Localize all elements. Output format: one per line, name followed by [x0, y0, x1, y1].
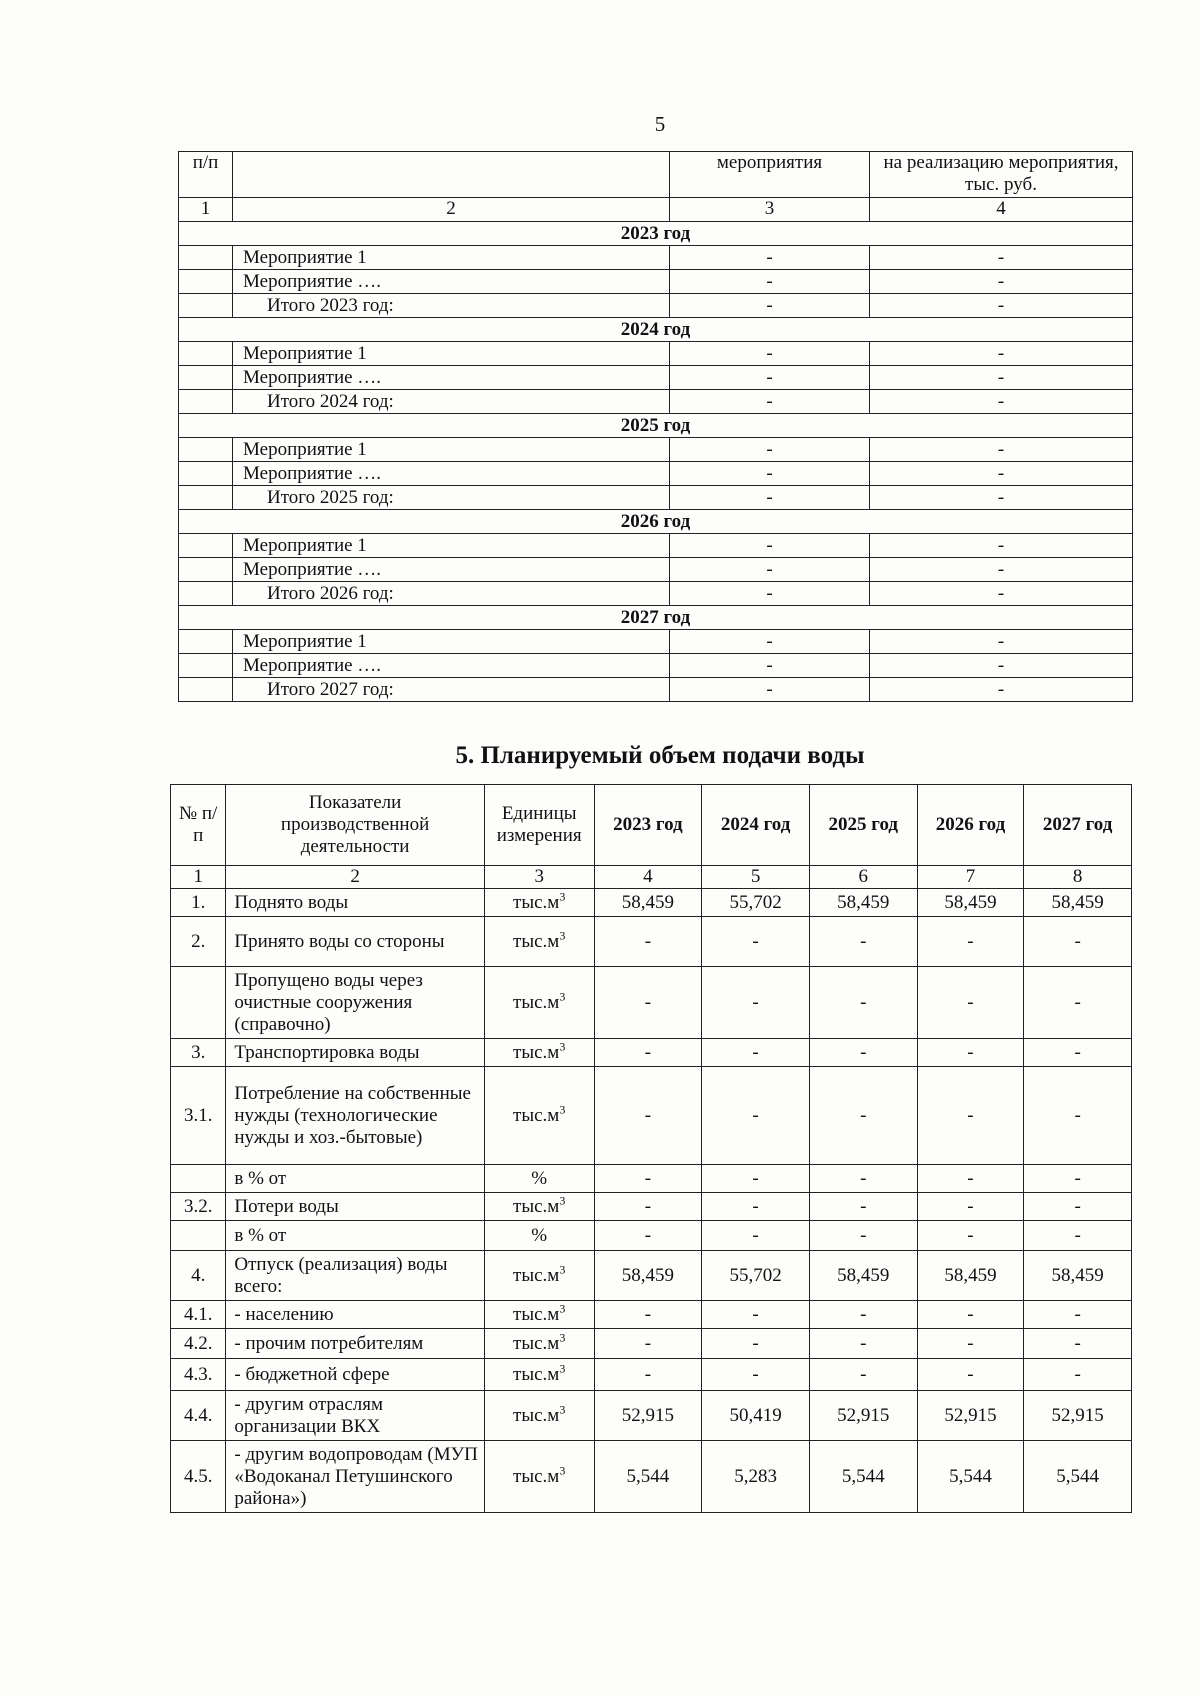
value-cell: -	[670, 486, 870, 510]
value-cell: -	[870, 270, 1133, 294]
value-cell: -	[1024, 967, 1132, 1039]
value-cell: 52,915	[809, 1391, 917, 1441]
measure-name: Мероприятие 1	[233, 630, 670, 654]
value-cell: -	[1024, 917, 1132, 967]
table-row	[179, 558, 1133, 582]
value-cell: -	[670, 630, 870, 654]
value-cell: -	[809, 1165, 917, 1193]
header-cell: № п/п	[171, 785, 226, 866]
measure-name: Мероприятие ….	[233, 558, 670, 582]
table-row	[171, 967, 1132, 1039]
value-cell: 58,459	[917, 1251, 1024, 1301]
value-cell: -	[670, 462, 870, 486]
table-row	[171, 1251, 1132, 1301]
header-cell: 2023 год	[594, 785, 702, 866]
indicator-name: Транспортировка воды	[226, 1039, 484, 1067]
column-number-cell: 7	[917, 866, 1024, 889]
value-cell: -	[702, 1165, 810, 1193]
measure-name: Мероприятие 1	[233, 342, 670, 366]
row-number: 3.	[171, 1039, 226, 1067]
unit-cell	[484, 1329, 594, 1359]
unit-exponent: 3	[559, 1039, 566, 1054]
value-cell: -	[594, 1221, 702, 1251]
index-cell	[179, 294, 233, 318]
row-number: 2.	[171, 917, 226, 967]
value-cell: -	[670, 654, 870, 678]
row-number	[171, 1221, 226, 1251]
value-cell: 58,459	[917, 889, 1024, 917]
value-cell: -	[870, 630, 1133, 654]
unit-cell	[484, 917, 594, 967]
total-label: Итого 2025 год:	[233, 486, 670, 510]
unit-cell	[484, 1165, 594, 1193]
table-row	[171, 1329, 1132, 1359]
table-row	[171, 889, 1132, 917]
year-row	[179, 510, 1133, 534]
header-cell: Показатели производственной деятельности	[226, 785, 484, 866]
value-cell: 58,459	[1024, 889, 1132, 917]
row-number: 4.2.	[171, 1329, 226, 1359]
index-cell	[179, 630, 233, 654]
indicator-name: - другим водопроводам (МУП «Водоканал Петушинского района»)	[226, 1441, 484, 1513]
indicator-name: - другим отраслям организации ВКХ	[226, 1391, 484, 1441]
total-label: Итого 2024 год:	[233, 390, 670, 414]
value-cell: -	[870, 678, 1133, 702]
page-number: 5	[654, 112, 666, 136]
indicator-name: в % от	[226, 1221, 484, 1251]
value-cell: -	[670, 534, 870, 558]
value-cell: -	[870, 366, 1133, 390]
value-cell: -	[1024, 1193, 1132, 1221]
value-cell: -	[917, 1329, 1024, 1359]
row-number	[171, 1165, 226, 1193]
index-cell	[179, 558, 233, 582]
value-cell: -	[594, 1329, 702, 1359]
year-row	[179, 318, 1133, 342]
value-cell: -	[870, 294, 1133, 318]
value-cell: -	[702, 1193, 810, 1221]
table-row	[171, 1221, 1132, 1251]
value-cell: -	[594, 1193, 702, 1221]
header-cell: п/п	[179, 152, 233, 198]
unit-text: тыс.м	[513, 1404, 560, 1426]
table-row	[171, 1441, 1132, 1513]
value-cell: -	[870, 342, 1133, 366]
value-cell: 58,459	[1024, 1251, 1132, 1301]
unit-cell	[484, 1251, 594, 1301]
water-supply-table	[170, 784, 1132, 1513]
column-number-cell: 1	[171, 866, 226, 889]
value-cell: 5,544	[1024, 1441, 1132, 1513]
indicator-name: Поднято воды	[226, 889, 484, 917]
unit-text: тыс.м	[513, 1332, 560, 1354]
total-label: Итого 2027 год:	[233, 678, 670, 702]
column-number-cell: 2	[233, 198, 670, 222]
table-row	[171, 1391, 1132, 1441]
unit-cell	[484, 1441, 594, 1513]
row-number: 4.1.	[171, 1301, 226, 1329]
index-cell	[179, 486, 233, 510]
table-row	[179, 534, 1133, 558]
year-label: 2027 год	[179, 606, 1133, 630]
indicator-name: Пропущено воды через очистные сооружения (справочно)	[226, 967, 484, 1039]
unit-cell	[484, 889, 594, 917]
value-cell: -	[917, 1039, 1024, 1067]
year-row	[179, 606, 1133, 630]
table-row	[179, 246, 1133, 270]
header-cell: Единицы измерения	[484, 785, 594, 866]
column-number-cell: 1	[179, 198, 233, 222]
value-cell: -	[670, 678, 870, 702]
indicator-name: - прочим потребителям	[226, 1329, 484, 1359]
value-cell: 5,283	[702, 1441, 810, 1513]
column-number-cell: 4	[870, 198, 1133, 222]
header-cell: на реализацию мероприятия, тыс. руб.	[870, 152, 1133, 198]
value-cell: -	[702, 1067, 810, 1165]
value-cell: 5,544	[594, 1441, 702, 1513]
unit-exponent: 3	[559, 1463, 566, 1478]
value-cell: 58,459	[594, 1251, 702, 1301]
index-cell	[179, 342, 233, 366]
table-row	[179, 270, 1133, 294]
year-label: 2025 год	[179, 414, 1133, 438]
column-number-cell: 3	[670, 198, 870, 222]
unit-cell	[484, 1391, 594, 1441]
value-cell: -	[1024, 1359, 1132, 1391]
index-cell	[179, 534, 233, 558]
value-cell: -	[702, 917, 810, 967]
measure-name: Мероприятие ….	[233, 366, 670, 390]
unit-text: тыс.м	[513, 1303, 560, 1325]
value-cell: -	[670, 342, 870, 366]
indicator-name: Потери воды	[226, 1193, 484, 1221]
index-cell	[179, 246, 233, 270]
index-cell	[179, 654, 233, 678]
total-row	[179, 294, 1133, 318]
table-row	[179, 462, 1133, 486]
value-cell: -	[702, 967, 810, 1039]
value-cell: -	[1024, 1039, 1132, 1067]
value-cell: -	[594, 1067, 702, 1165]
table-row	[171, 1039, 1132, 1067]
column-number-row	[179, 198, 1133, 222]
index-cell	[179, 582, 233, 606]
row-number: 4.4.	[171, 1391, 226, 1441]
unit-exponent: 3	[559, 1262, 566, 1277]
index-cell	[179, 270, 233, 294]
unit-text: тыс.м	[513, 1465, 560, 1487]
value-cell: -	[702, 1329, 810, 1359]
unit-exponent: 3	[559, 889, 566, 904]
table-row	[171, 1193, 1132, 1221]
table-row	[171, 917, 1132, 967]
row-number: 4.5.	[171, 1441, 226, 1513]
value-cell: 55,702	[702, 1251, 810, 1301]
header-cell: 2024 год	[702, 785, 810, 866]
value-cell: -	[670, 558, 870, 582]
value-cell: 55,702	[702, 889, 810, 917]
value-cell: -	[1024, 1165, 1132, 1193]
value-cell: -	[809, 1359, 917, 1391]
value-cell: -	[809, 1193, 917, 1221]
value-cell: -	[809, 1221, 917, 1251]
column-number-cell: 6	[809, 866, 917, 889]
unit-exponent: 3	[559, 1193, 566, 1208]
unit-exponent: 3	[559, 1301, 566, 1316]
row-number: 4.3.	[171, 1359, 226, 1391]
unit-text: тыс.м	[513, 891, 560, 913]
value-cell: -	[809, 917, 917, 967]
row-number	[171, 967, 226, 1039]
value-cell: -	[594, 917, 702, 967]
unit-cell	[484, 1359, 594, 1391]
unit-cell	[484, 1039, 594, 1067]
value-cell: -	[870, 462, 1133, 486]
value-cell: 58,459	[809, 889, 917, 917]
unit-exponent: 3	[559, 1102, 566, 1117]
column-number-cell: 3	[484, 866, 594, 889]
value-cell: -	[870, 654, 1133, 678]
value-cell: -	[702, 1039, 810, 1067]
value-cell: -	[917, 1067, 1024, 1165]
indicator-name: в % от	[226, 1165, 484, 1193]
value-cell: -	[809, 1039, 917, 1067]
table-header-row	[179, 152, 1133, 198]
header-cell: 2026 год	[917, 785, 1024, 866]
column-number-cell: 8	[1024, 866, 1132, 889]
unit-text: %	[531, 1224, 548, 1246]
unit-text: тыс.м	[513, 991, 560, 1013]
value-cell: -	[702, 1301, 810, 1329]
unit-cell	[484, 1067, 594, 1165]
value-cell: -	[917, 1359, 1024, 1391]
unit-cell	[484, 1193, 594, 1221]
value-cell: 52,915	[1024, 1391, 1132, 1441]
table-row	[179, 366, 1133, 390]
measure-name: Мероприятие 1	[233, 438, 670, 462]
value-cell: -	[670, 294, 870, 318]
value-cell: -	[670, 438, 870, 462]
value-cell: 58,459	[594, 889, 702, 917]
unit-cell	[484, 967, 594, 1039]
column-number-row	[171, 866, 1132, 889]
table-header-row	[171, 785, 1132, 866]
value-cell: -	[670, 246, 870, 270]
measure-name: Мероприятие ….	[233, 462, 670, 486]
year-label: 2023 год	[179, 222, 1133, 246]
value-cell: -	[809, 1301, 917, 1329]
unit-exponent: 3	[559, 989, 566, 1004]
value-cell: -	[917, 967, 1024, 1039]
indicator-name: - населению	[226, 1301, 484, 1329]
year-row	[179, 414, 1133, 438]
column-number-cell: 4	[594, 866, 702, 889]
value-cell: -	[809, 1329, 917, 1359]
measure-name: Мероприятие 1	[233, 534, 670, 558]
value-cell: -	[917, 1301, 1024, 1329]
table-row	[179, 630, 1133, 654]
value-cell: -	[670, 582, 870, 606]
value-cell: 5,544	[809, 1441, 917, 1513]
row-number: 1.	[171, 889, 226, 917]
unit-text: %	[531, 1167, 548, 1189]
unit-text: тыс.м	[513, 1104, 560, 1126]
unit-exponent: 3	[559, 1402, 566, 1417]
index-cell	[179, 390, 233, 414]
value-cell: -	[594, 1039, 702, 1067]
value-cell: -	[1024, 1301, 1132, 1329]
value-cell: -	[1024, 1067, 1132, 1165]
value-cell: -	[594, 1301, 702, 1329]
table-row	[171, 1359, 1132, 1391]
total-row	[179, 582, 1133, 606]
table-row	[179, 438, 1133, 462]
header-cell: мероприятия	[670, 152, 870, 198]
value-cell: -	[870, 558, 1133, 582]
unit-cell	[484, 1301, 594, 1329]
value-cell: -	[594, 1359, 702, 1391]
value-cell: -	[917, 917, 1024, 967]
year-label: 2026 год	[179, 510, 1133, 534]
indicator-name: Потребление на собственные нужды (технологические нужды и хоз.-бытовые)	[226, 1067, 484, 1165]
total-row	[179, 390, 1133, 414]
value-cell: -	[594, 967, 702, 1039]
total-label: Итого 2026 год:	[233, 582, 670, 606]
value-cell: -	[1024, 1221, 1132, 1251]
value-cell: -	[917, 1165, 1024, 1193]
section-title: 5. Планируемый объем подачи воды	[455, 742, 865, 769]
row-number: 3.1.	[171, 1067, 226, 1165]
indicator-name: Принято воды со стороны	[226, 917, 484, 967]
value-cell: -	[917, 1221, 1024, 1251]
measure-name: Мероприятие ….	[233, 654, 670, 678]
total-row	[179, 678, 1133, 702]
value-cell: 50,419	[702, 1391, 810, 1441]
measures-table	[178, 151, 1133, 702]
table-row	[171, 1165, 1132, 1193]
index-cell	[179, 678, 233, 702]
measure-name: Мероприятие ….	[233, 270, 670, 294]
value-cell: -	[702, 1359, 810, 1391]
unit-exponent: 3	[559, 928, 566, 943]
value-cell: 5,544	[917, 1441, 1024, 1513]
row-number: 4.	[171, 1251, 226, 1301]
measure-name: Мероприятие 1	[233, 246, 670, 270]
column-number-cell: 5	[702, 866, 810, 889]
value-cell: -	[870, 390, 1133, 414]
total-row	[179, 486, 1133, 510]
table-row	[171, 1067, 1132, 1165]
value-cell: -	[670, 270, 870, 294]
indicator-name: - бюджетной сфере	[226, 1359, 484, 1391]
unit-text: тыс.м	[513, 1264, 560, 1286]
unit-exponent: 3	[559, 1361, 566, 1376]
unit-cell	[484, 1221, 594, 1251]
value-cell: -	[870, 582, 1133, 606]
index-cell	[179, 438, 233, 462]
total-label: Итого 2023 год:	[233, 294, 670, 318]
indicator-name: Отпуск (реализация) воды всего:	[226, 1251, 484, 1301]
table-row	[179, 342, 1133, 366]
value-cell: -	[870, 438, 1133, 462]
header-cell: 2027 год	[1024, 785, 1132, 866]
index-cell	[179, 462, 233, 486]
value-cell: -	[670, 390, 870, 414]
column-number-cell: 2	[226, 866, 484, 889]
value-cell: -	[870, 534, 1133, 558]
value-cell: 58,459	[809, 1251, 917, 1301]
row-number: 3.2.	[171, 1193, 226, 1221]
value-cell: -	[809, 967, 917, 1039]
value-cell: -	[1024, 1329, 1132, 1359]
unit-text: тыс.м	[513, 1363, 560, 1385]
unit-text: тыс.м	[513, 1041, 560, 1063]
value-cell: 52,915	[917, 1391, 1024, 1441]
value-cell: -	[670, 366, 870, 390]
value-cell: -	[870, 486, 1133, 510]
value-cell: -	[870, 246, 1133, 270]
value-cell: -	[917, 1193, 1024, 1221]
index-cell	[179, 366, 233, 390]
unit-text: тыс.м	[513, 930, 560, 952]
header-cell	[233, 152, 670, 198]
table-row	[179, 654, 1133, 678]
unit-exponent: 3	[559, 1330, 566, 1345]
value-cell: -	[809, 1067, 917, 1165]
header-cell: 2025 год	[809, 785, 917, 866]
value-cell: -	[594, 1165, 702, 1193]
value-cell: 52,915	[594, 1391, 702, 1441]
value-cell: -	[702, 1221, 810, 1251]
year-label: 2024 год	[179, 318, 1133, 342]
year-row	[179, 222, 1133, 246]
table-row	[171, 1301, 1132, 1329]
unit-text: тыс.м	[513, 1195, 560, 1217]
